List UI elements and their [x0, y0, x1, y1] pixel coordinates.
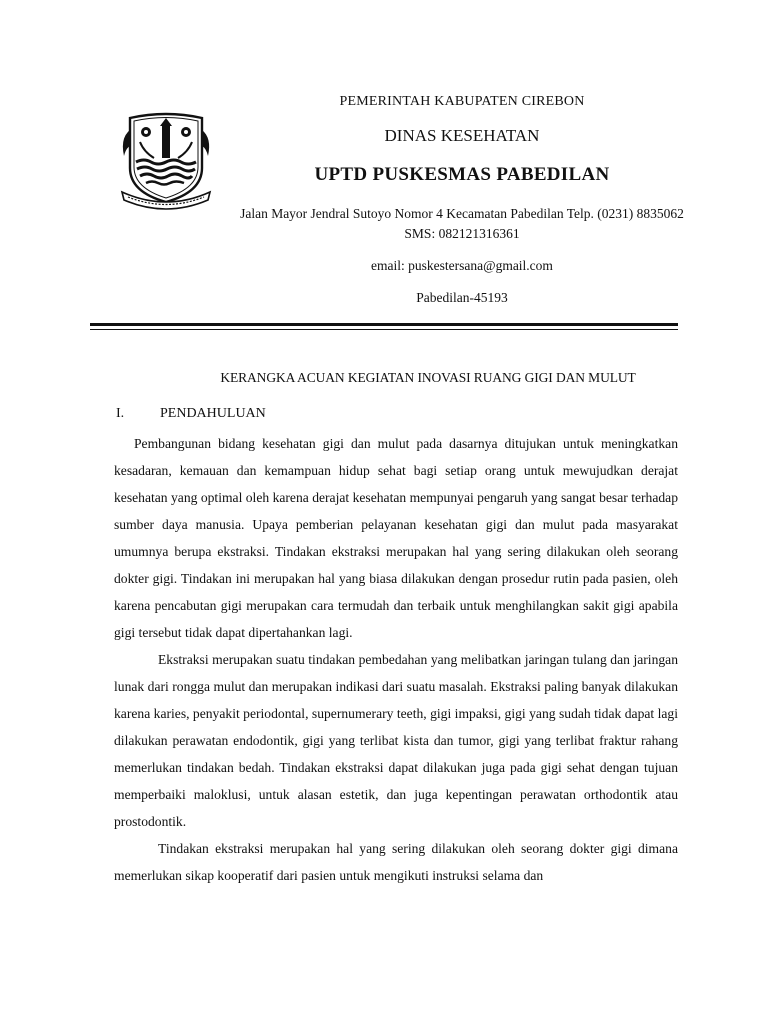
cirebon-regency-emblem-icon: [120, 108, 212, 212]
department-name: DINAS KESEHATAN: [384, 126, 540, 145]
document-title: KERANGKA ACUAN KEGIATAN INOVASI RUANG GIGI DAN MULUT: [220, 370, 636, 385]
address-line: Jalan Mayor Jendral Sutoyo Nomor 4 Kecamatan Pabedilan Telp. (0231) 8835062 SMS: 082121316361: [240, 206, 684, 241]
email-line: email: puskestersana@gmail.com: [371, 258, 553, 273]
section-title: PENDAHULUAN: [160, 406, 266, 421]
section-heading: [116, 406, 266, 422]
unit-name: UPTD PUSKESMAS PABEDILAN: [314, 164, 610, 185]
paragraph: Tindakan ekstraksi merupakan hal yang sering dilakukan oleh seorang dokter gigi dimana memerlukan sikap kooperatif dari pasien untuk mengikuti instruksi selama dan: [114, 841, 678, 883]
letterhead-divider-thin: [90, 329, 678, 330]
section-body: [114, 430, 678, 889]
section-number: I.: [116, 406, 125, 421]
letterhead-divider-thick: [90, 323, 678, 326]
government-name: PEMERINTAH KABUPATEN CIREBON: [339, 94, 585, 109]
city-line: Pabedilan-45193: [416, 290, 508, 305]
paragraph: Ekstraksi merupakan suatu tindakan pembedahan yang melibatkan jaringan tulang dan jaringan lunak dari rongga mulut dan merupakan indikasi dari suatu masalah. Ekstraksi paling banyak dilakukan karena karies, penyakit periodontal, supernumerary teeth, gigi impaksi, gigi yang sudah tidak dapat lagi dilakukan perawatan endodontik, gigi yang terlibat kista dan tumor, gigi yang terlibat fraktur rahang memerlukan tindakan bedah. Tindakan ekstraksi dapat dilakukan juga pada gigi sehat dengan tujuan memperbaiki maloklusi, untuk alasan estetik, dan juga kepentingan perawatan orthodontik atau prostodontik.: [114, 652, 678, 829]
paragraph: Pembangunan bidang kesehatan gigi dan mulut pada dasarnya ditujukan untuk meningkatkan kesadaran, kemauan dan kemampuan hidup sehat bagi setiap orang untuk mewujudkan derajat kesehatan yang optimal oleh karena derajat kesehatan mempunyai pengaruh yang sangat besar terhadap sumber daya manusia. Upaya pemberian pelayanan kesehatan gigi dan mulut pada masyarakat umumnya berupa ekstraksi. Tindakan ekstraksi merupakan hal yang sering dilakukan oleh seorang dokter gigi. Tindakan ini merupakan hal yang biasa dilakukan dengan prosedur rutin pada pasien, oleh karena pencabutan gigi merupakan cara termudah dan terbaik untuk menghilangkan sakit gigi apabila gigi tersebut tidak dapat dipertahankan lagi.: [114, 436, 678, 640]
